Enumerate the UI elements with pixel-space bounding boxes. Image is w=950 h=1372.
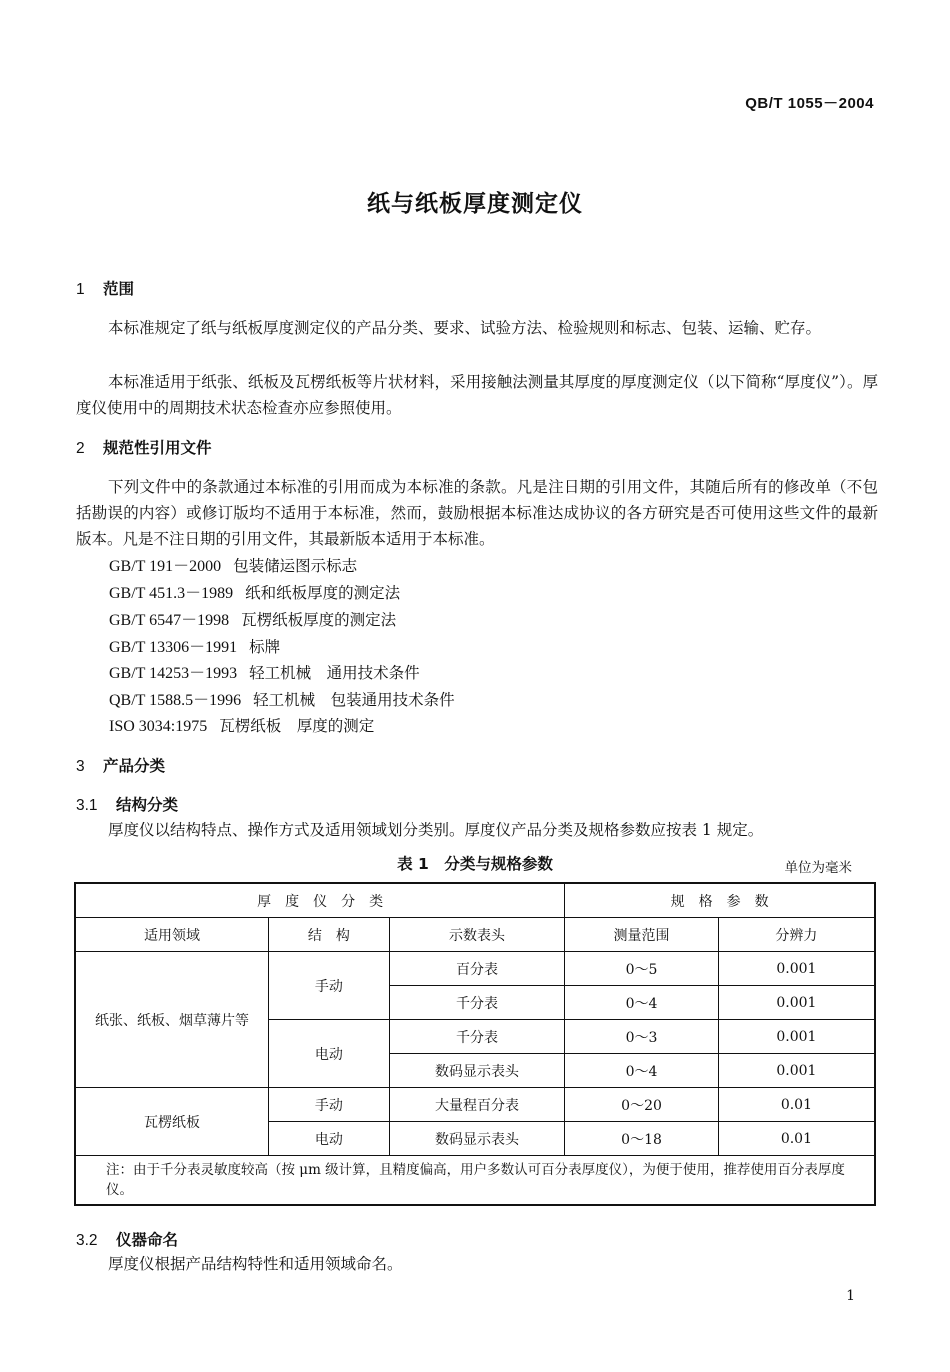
header-range: 测量范围 — [565, 918, 719, 952]
section-3-1-paragraph: 厚度仪以结构特点、操作方式及适用领域划分类别。厚度仪产品分类及规格参数应按表 1 规定。 — [108, 821, 764, 839]
section-3-2-paragraph: 厚度仪根据产品结构特性和适用领域命名。 — [108, 1255, 403, 1273]
section-number: 3.1 — [76, 797, 98, 814]
section-2-heading — [76, 436, 212, 458]
header-structure: 结 构 — [269, 918, 390, 952]
cell-range: 0～4 — [565, 986, 719, 1020]
section-number: 2 — [76, 440, 85, 457]
cell-resolution: 0.001 — [718, 986, 875, 1020]
cell-range: 0～5 — [565, 952, 719, 986]
table-caption: 表 1 分类与规格参数 — [397, 855, 553, 873]
cell-field: 纸张、纸板、烟草薄片等 — [75, 952, 269, 1088]
page-number: 1 — [846, 1288, 855, 1304]
section-title: 范围 — [103, 280, 135, 298]
table-row — [75, 918, 875, 952]
table-row — [75, 1088, 875, 1122]
table-row — [75, 952, 875, 986]
reference-code: GB/T 451.3－1989 — [109, 585, 234, 602]
reference-item — [109, 553, 357, 576]
cell-indicator: 千分表 — [389, 1020, 565, 1054]
section-title: 结构分类 — [116, 796, 179, 814]
cell-resolution: 0.001 — [718, 952, 875, 986]
cell-range: 0～4 — [565, 1054, 719, 1088]
cell-indicator: 百分表 — [389, 952, 565, 986]
header-resolution: 分辨力 — [718, 918, 875, 952]
cell-resolution: 0.01 — [718, 1122, 875, 1156]
cell-structure: 手动 — [269, 952, 390, 1020]
reference-name: 包装储运图示标志 — [233, 557, 358, 575]
reference-code: GB/T 6547－1998 — [109, 612, 230, 629]
section-1-heading — [76, 277, 134, 299]
section-1-paragraph-1: 本标准规定了纸与纸板厚度测定仪的产品分类、要求、试验方法、检验规则和标志、包装、运输、贮存。 — [108, 319, 822, 337]
cell-indicator: 大量程百分表 — [389, 1088, 565, 1122]
cell-resolution: 0.001 — [718, 1020, 875, 1054]
cell-indicator: 千分表 — [389, 986, 565, 1020]
reference-name: 轻工机械 通用技术条件 — [249, 664, 420, 682]
reference-name: 轻工机械 包装通用技术条件 — [253, 691, 455, 709]
cell-indicator: 数码显示表头 — [389, 1122, 565, 1156]
table-row — [75, 1156, 875, 1206]
reference-code: GB/T 14253－1993 — [109, 665, 238, 682]
header-field: 适用领域 — [75, 918, 269, 952]
cell-structure: 手动 — [269, 1088, 390, 1122]
section-1-paragraph-2: 本标准适用于纸张、纸板及瓦楞纸板等片状材料，采用接触法测量其厚度的厚度测定仪（以下简称“厚度仪”）。厚度仪使用中的周期技术状态检查亦应参照使用。 — [76, 373, 878, 417]
section-title: 规范性引用文件 — [103, 439, 212, 457]
reference-code: QB/T 1588.5－1996 — [109, 692, 242, 709]
reference-item — [109, 660, 420, 683]
reference-code: GB/T 191－2000 — [109, 558, 222, 575]
reference-code: ISO 3034:1975 — [109, 718, 208, 735]
section-number: 3.2 — [76, 1232, 98, 1249]
cell-field: 瓦楞纸板 — [75, 1088, 269, 1156]
section-number: 3 — [76, 758, 85, 775]
cell-indicator: 数码显示表头 — [389, 1054, 565, 1088]
section-3-2-heading — [76, 1228, 178, 1250]
cell-resolution: 0.01 — [718, 1088, 875, 1122]
table-row — [75, 883, 875, 918]
reference-item — [109, 607, 396, 630]
section-3-heading — [76, 754, 165, 776]
cell-structure: 电动 — [269, 1020, 390, 1088]
section-number: 1 — [76, 281, 85, 298]
cell-resolution: 0.001 — [718, 1054, 875, 1088]
header-indicator: 示数表头 — [389, 918, 565, 952]
reference-item — [109, 580, 400, 603]
table-note: 注：由于千分表灵敏度较高（按 μm 级计算，且精度偏高，用户多数认可百分表厚度仪），为便于使用，推荐使用百分表厚度仪。 — [75, 1156, 875, 1206]
reference-item — [109, 714, 374, 736]
cell-range: 0～3 — [565, 1020, 719, 1054]
reference-item — [109, 687, 455, 710]
reference-name: 标牌 — [249, 638, 281, 656]
standard-code: QB/T 1055－2004 — [745, 95, 874, 112]
reference-name: 瓦楞纸板厚度的测定法 — [241, 611, 397, 629]
section-2-paragraph-1: 下列文件中的条款通过本标准的引用而成为本标准的条款。凡是注日期的引用文件，其随后所有的修改单（不包括勘误的内容）或修订版均不适用于本标准，然而，鼓励根据本标准达成协议的各方研究是否可使用这些文件的最新版本。凡是不注日期的引用文件，其最新版本适用于本标准。 — [76, 478, 878, 548]
section-3-1-heading — [76, 793, 178, 815]
spec-table — [74, 882, 876, 1206]
cell-range: 0～18 — [565, 1122, 719, 1156]
section-title: 仪器命名 — [116, 1231, 179, 1249]
header-classification: 厚 度 仪 分 类 — [75, 883, 565, 918]
cell-structure: 电动 — [269, 1122, 390, 1156]
reference-name: 瓦楞纸板 厚度的测定 — [219, 717, 375, 735]
document-title: 纸与纸板厚度测定仪 — [367, 191, 583, 217]
reference-item — [109, 634, 280, 657]
table-unit: 单位为毫米 — [784, 860, 852, 876]
header-spec: 规 格 参 数 — [565, 883, 875, 918]
reference-name: 纸和纸板厚度的测定法 — [245, 584, 401, 602]
cell-range: 0～20 — [565, 1088, 719, 1122]
reference-code: GB/T 13306－1991 — [109, 639, 238, 656]
section-title: 产品分类 — [103, 757, 166, 775]
